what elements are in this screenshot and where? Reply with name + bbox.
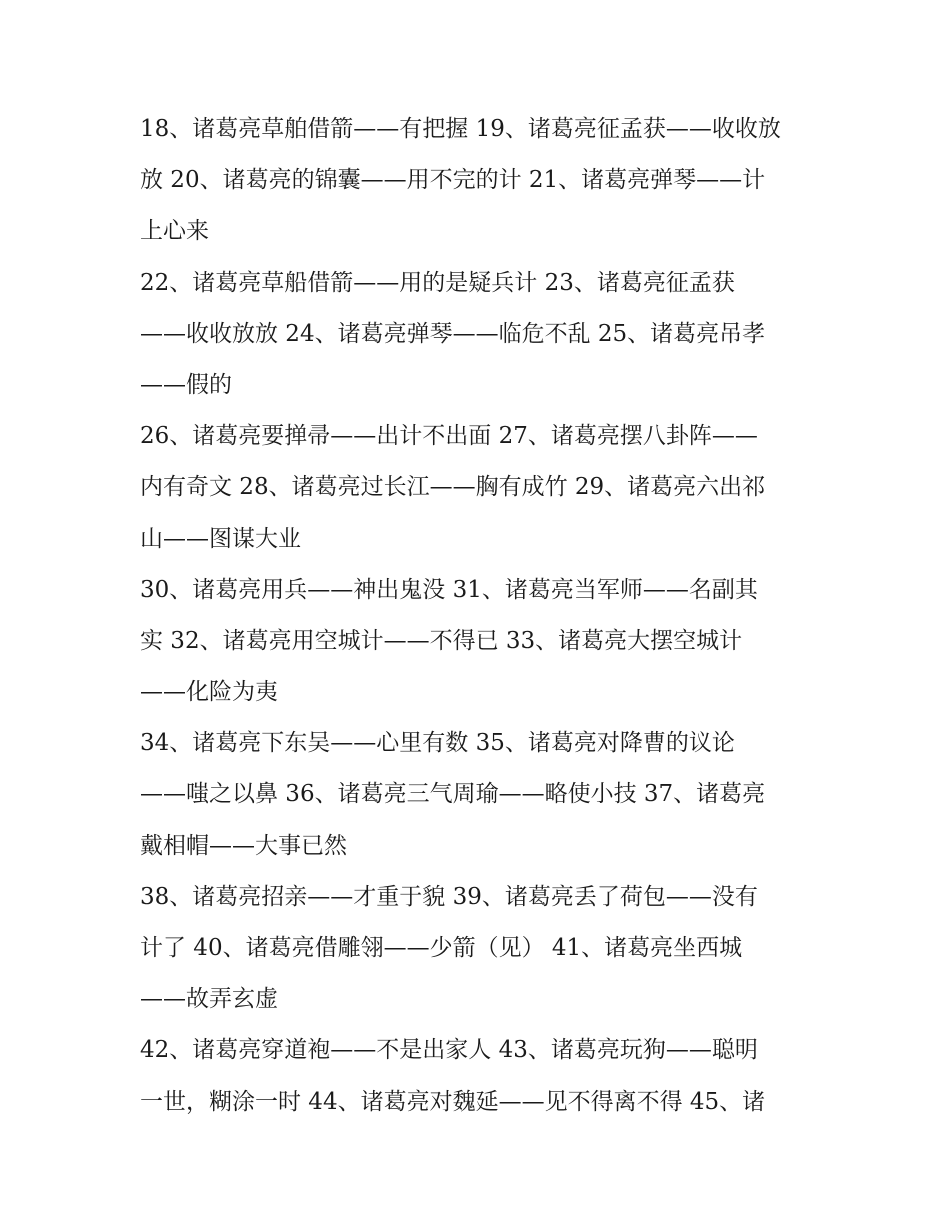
text-line: 42、诸葛亮穿道袍——不是出家人 43、诸葛亮玩狗——聪明 bbox=[140, 1037, 758, 1064]
text-line: ——故弄玄虚 bbox=[140, 986, 278, 1013]
text-line: 30、诸葛亮用兵——神出鬼没 31、诸葛亮当军师——名副其 bbox=[140, 576, 758, 603]
text-line: ——嗤之以鼻 36、诸葛亮三气周瑜——略使小技 37、诸葛亮 bbox=[140, 781, 766, 808]
text-line: 38、诸葛亮招亲——才重于貌 39、诸葛亮丢了荷包——没有 bbox=[140, 883, 758, 910]
text-line: 内有奇文 28、诸葛亮过长江——胸有成竹 29、诸葛亮六出祁 bbox=[140, 474, 766, 501]
text-line: 22、诸葛亮草船借箭——用的是疑兵计 23、诸葛亮征孟获 bbox=[140, 269, 735, 296]
text-line: 实 32、诸葛亮用空城计——不得已 33、诸葛亮大摆空城计 bbox=[140, 627, 743, 654]
text-line: 戴相帽——大事已然 bbox=[140, 832, 347, 859]
text-line: 山——图谋大业 bbox=[140, 525, 301, 552]
text-line: 34、诸葛亮下东吴——心里有数 35、诸葛亮对降曹的议论 bbox=[140, 730, 735, 757]
text-line: 26、诸葛亮要掸帚——出计不出面 27、诸葛亮摆八卦阵—— bbox=[140, 423, 758, 450]
text-line: 18、诸葛亮草舶借箭——有把握 19、诸葛亮征孟获——收收放 bbox=[140, 116, 781, 142]
text-line: 放 20、诸葛亮的锦囊——用不完的计 21、诸葛亮弹琴——计 bbox=[140, 167, 766, 194]
text-line: 一世，糊涂一时 44、诸葛亮对魏延——见不得离不得 45、诸 bbox=[140, 1088, 766, 1115]
text-line: 上心来 bbox=[140, 218, 209, 245]
text-line: 计了 40、诸葛亮借雕翎——少箭（见） 41、诸葛亮坐西城 bbox=[140, 935, 743, 961]
text-line: ——化险为夷 bbox=[140, 679, 278, 706]
text-line: ——收收放放 24、诸葛亮弹琴——临危不乱 25、诸葛亮吊孝 bbox=[140, 320, 766, 347]
text-line: ——假的 bbox=[140, 371, 232, 398]
body-text bbox=[140, 104, 820, 1128]
